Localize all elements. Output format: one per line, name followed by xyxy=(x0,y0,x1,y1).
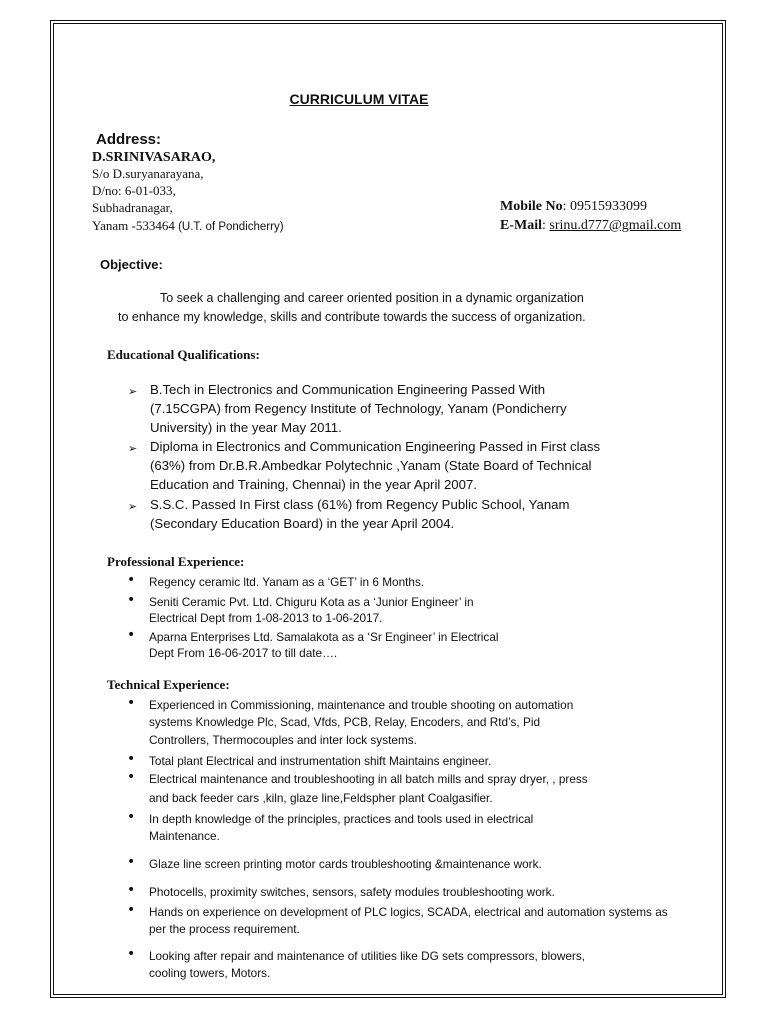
bullet-icon: • xyxy=(127,882,136,898)
document-title: CURRICULUM VITAE xyxy=(289,91,429,107)
bullet-icon: • xyxy=(127,572,136,588)
email-line xyxy=(500,218,681,234)
bullet-icon: • xyxy=(127,854,136,870)
education-item-line: Diploma in Electronics and Communication Engineering Passed in First class xyxy=(150,439,601,454)
technical-heading: Technical Experience: xyxy=(107,677,230,692)
technical-item-line: Looking after repair and maintenance of utilities like DG sets compressors, blowers, xyxy=(149,949,586,963)
objective-heading: Objective: xyxy=(100,257,163,272)
education-item-line: (Secondary Education Board) in the year April 2004. xyxy=(150,516,455,531)
technical-item-line: Maintenance. xyxy=(149,829,220,843)
technical-item-line: Total plant Electrical and instrumentation shift Maintains engineer. xyxy=(149,754,492,768)
bullet-icon: • xyxy=(127,592,136,608)
arrow-bullet-icon: ➢ xyxy=(128,442,138,455)
bullet-icon: • xyxy=(127,695,136,711)
technical-item-line: and back feeder cars ,kiln, glaze line,Feldspher plant Coalgasifier. xyxy=(149,791,493,805)
objective-text: To seek a challenging and career oriented position in a dynamic organization xyxy=(160,291,584,305)
professional-item-line: Aparna Enterprises Ltd. Samalakota as a ‘Sr Engineer’ in Electrical xyxy=(149,630,499,644)
bullet-icon: • xyxy=(127,751,136,767)
bullet-icon: • xyxy=(127,627,136,643)
email-label: E-Mail xyxy=(500,218,542,233)
education-item-line: Education and Training, Chennai) in the year April 2007. xyxy=(150,477,477,492)
education-item-line: (7.15CGPA) from Regency Institute of Technology, Yanam (Pondicherry xyxy=(150,401,567,416)
address-line xyxy=(92,218,284,234)
technical-item-line: Experienced in Commissioning, maintenance and trouble shooting on automation xyxy=(149,698,574,712)
address-heading: Address: xyxy=(96,131,162,148)
professional-item-line: Regency ceramic ltd. Yanam as a ‘GET’ in 6 Months. xyxy=(149,575,425,589)
address-line: S/o D.suryanarayana, xyxy=(92,166,204,181)
professional-item-line: Dept From 16-06-2017 to till date…. xyxy=(149,646,338,660)
candidate-name: D.SRINIVASARAO, xyxy=(92,150,216,165)
professional-item-line: Seniti Ceramic Pvt. Ltd. Chiguru Kota as a ‘Junior Engineer’ in xyxy=(149,595,474,609)
education-item-line: University) in the year May 2011. xyxy=(150,420,342,435)
technical-item-line: In depth knowledge of the principles, practices and tools used in electrical xyxy=(149,812,534,826)
bullet-icon: • xyxy=(127,809,136,825)
mobile-label: Mobile No xyxy=(500,199,563,214)
technical-item-line: systems Knowledge Plc, Scad, Vfds, PCB, Relay, Encoders, and Rtd’s, Pid xyxy=(149,715,541,729)
technical-item-line: Photocells, proximity switches, sensors, safety modules troubleshooting work. xyxy=(149,885,555,899)
technical-item-line: per the process requirement. xyxy=(149,922,300,936)
professional-item-line: Electrical Dept from 1-08-2013 to 1-06-2017. xyxy=(149,611,383,625)
bullet-icon: • xyxy=(127,769,136,785)
arrow-bullet-icon: ➢ xyxy=(128,385,138,398)
address-city: Yanam -533464 xyxy=(92,218,175,233)
mobile-value: : 09515933099 xyxy=(562,199,647,214)
technical-item-line: Controllers, Thermocouples and inter lock systems. xyxy=(149,733,417,747)
mobile-line xyxy=(500,199,647,215)
education-item-line: S.S.C. Passed In First class (61%) from Regency Public School, Yanam xyxy=(150,497,570,512)
address-line: D/no: 6-01-033, xyxy=(92,183,176,198)
arrow-bullet-icon: ➢ xyxy=(128,500,138,513)
technical-item-line: Hands on experience on development of PLC logics, SCADA, electrical and automation systems as xyxy=(149,905,668,919)
technical-item-line: cooling towers, Motors. xyxy=(149,966,271,980)
professional-heading: Professional Experience: xyxy=(107,554,245,569)
email-link[interactable]: srinu.d777@gmail.com xyxy=(549,218,682,233)
bullet-icon: • xyxy=(127,946,136,962)
objective-text: to enhance my knowledge, skills and contribute towards the success of organization. xyxy=(118,310,586,324)
education-heading: Educational Qualifications: xyxy=(107,347,260,362)
address-region: (U.T. of Pondicherry) xyxy=(178,221,284,233)
address-line: Subhadranagar, xyxy=(92,200,173,215)
bullet-icon: • xyxy=(127,902,136,918)
technical-item-line: Glaze line screen printing motor cards troubleshooting &maintenance work. xyxy=(149,857,542,871)
technical-item-line: Electrical maintenance and troubleshooting in all batch mills and spray dryer, , press xyxy=(149,772,588,786)
education-item-line: (63%) from Dr.B.R.Ambedkar Polytechnic ,Yanam (State Board of Technical xyxy=(150,458,592,473)
email-separator: : xyxy=(542,218,550,233)
education-item-line: B.Tech in Electronics and Communication Engineering Passed With xyxy=(150,382,546,397)
